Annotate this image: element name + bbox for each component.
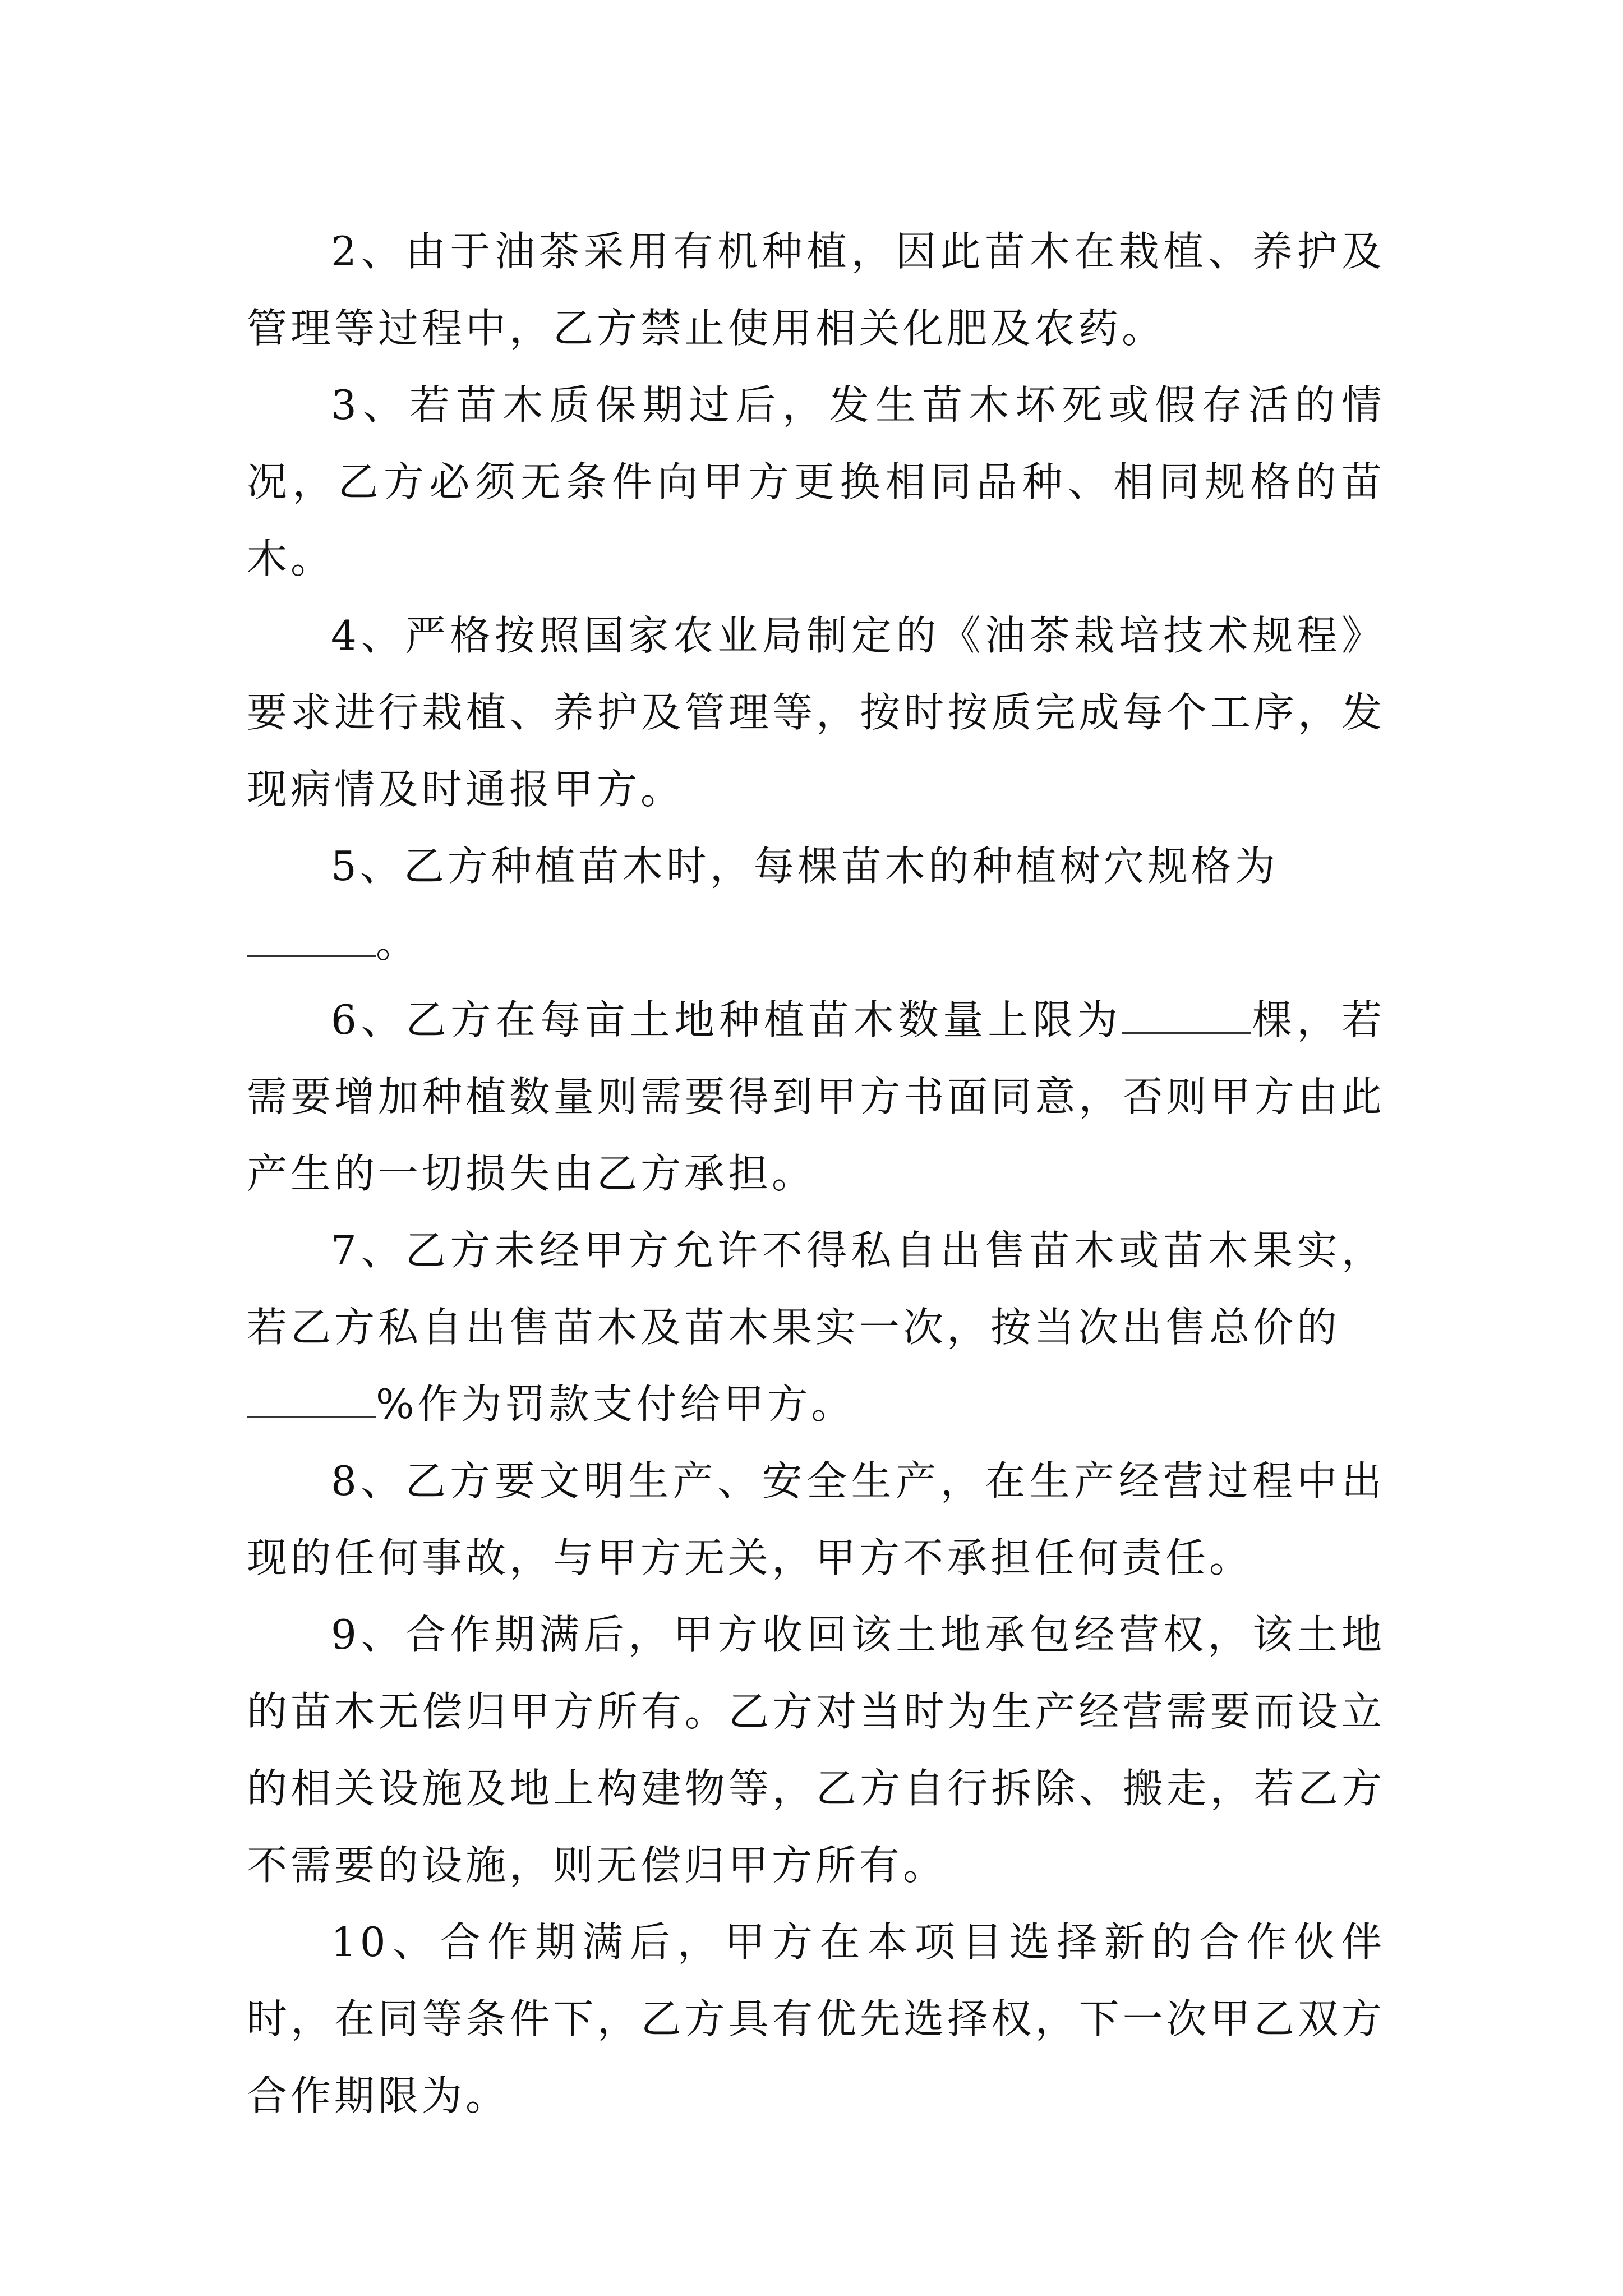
clause-8	[247, 1443, 1385, 1596]
clause-5-blank	[247, 915, 376, 957]
clause-7-blank	[247, 1376, 376, 1418]
contract-clauses	[247, 213, 1385, 2134]
clause-8-text: 8、乙方要文明生产、安全生产，在生产经营过程中出现的任何事故，与甲方无关，甲方不承担任何责任。	[247, 1457, 1385, 1581]
clause-3	[247, 367, 1385, 597]
clause-5	[247, 828, 1385, 982]
clause-9	[247, 1596, 1385, 1904]
clause-7-text-after: %作为罚款支付给甲方。	[376, 1381, 855, 1428]
clause-6-text-after: 棵，若需要增加种植数量则需要得到甲方书面同意，否则甲方由此产生的一切损失由乙方承担。	[247, 996, 1385, 1197]
clause-7-blank-line	[247, 1366, 1385, 1443]
clause-9-text: 9、合作期满后，甲方收回该土地承包经营权，该土地的苗木无偿归甲方所有。乙方对当时为生产经营需要而设立的相关设施及地上构建物等，乙方自行拆除、搬走，若乙方不需要的设施，则无偿归甲方所有。	[247, 1611, 1385, 1889]
clause-5-blank-line	[247, 905, 1385, 982]
clause-10	[247, 1904, 1385, 2134]
clause-5-text-after: 。	[376, 919, 420, 967]
clause-7-text-before: 7、乙方未经甲方允许不得私自出售苗木或苗木果实，若乙方私自出售苗木及苗木果实一次，按当次出售总价的	[247, 1227, 1385, 1351]
clause-10-text: 10、合作期满后，甲方在本项目选择新的合作伙伴时，在同等条件下，乙方具有优先选择权，下一次甲乙双方合作期限为。	[247, 1918, 1385, 2119]
clause-3-text: 3、若苗木质保期过后，发生苗木坏死或假存活的情况，乙方必须无条件向甲方更换相同品种、相同规格的苗木。	[247, 381, 1385, 582]
clause-5-text-before: 5、乙方种植苗木时，每棵苗木的种植树穴规格为	[331, 843, 1279, 890]
clause-4	[247, 597, 1385, 828]
clause-6-text-before: 6、乙方在每亩土地种植苗木数量上限为	[331, 996, 1122, 1043]
clause-4-text: 4、严格按照国家农业局制定的《油茶栽培技术规程》要求进行栽植、养护及管理等，按时按质完成每个工序，发现病情及时通报甲方。	[247, 612, 1385, 813]
clause-2-text: 2、由于油茶采用有机种植，因此苗木在栽植、养护及管理等过程中，乙方禁止使用相关化肥及农药。	[247, 228, 1385, 352]
clause-6	[247, 982, 1385, 1212]
clause-6-blank	[1122, 992, 1251, 1034]
clause-7	[247, 1212, 1385, 1443]
clause-2	[247, 213, 1385, 367]
